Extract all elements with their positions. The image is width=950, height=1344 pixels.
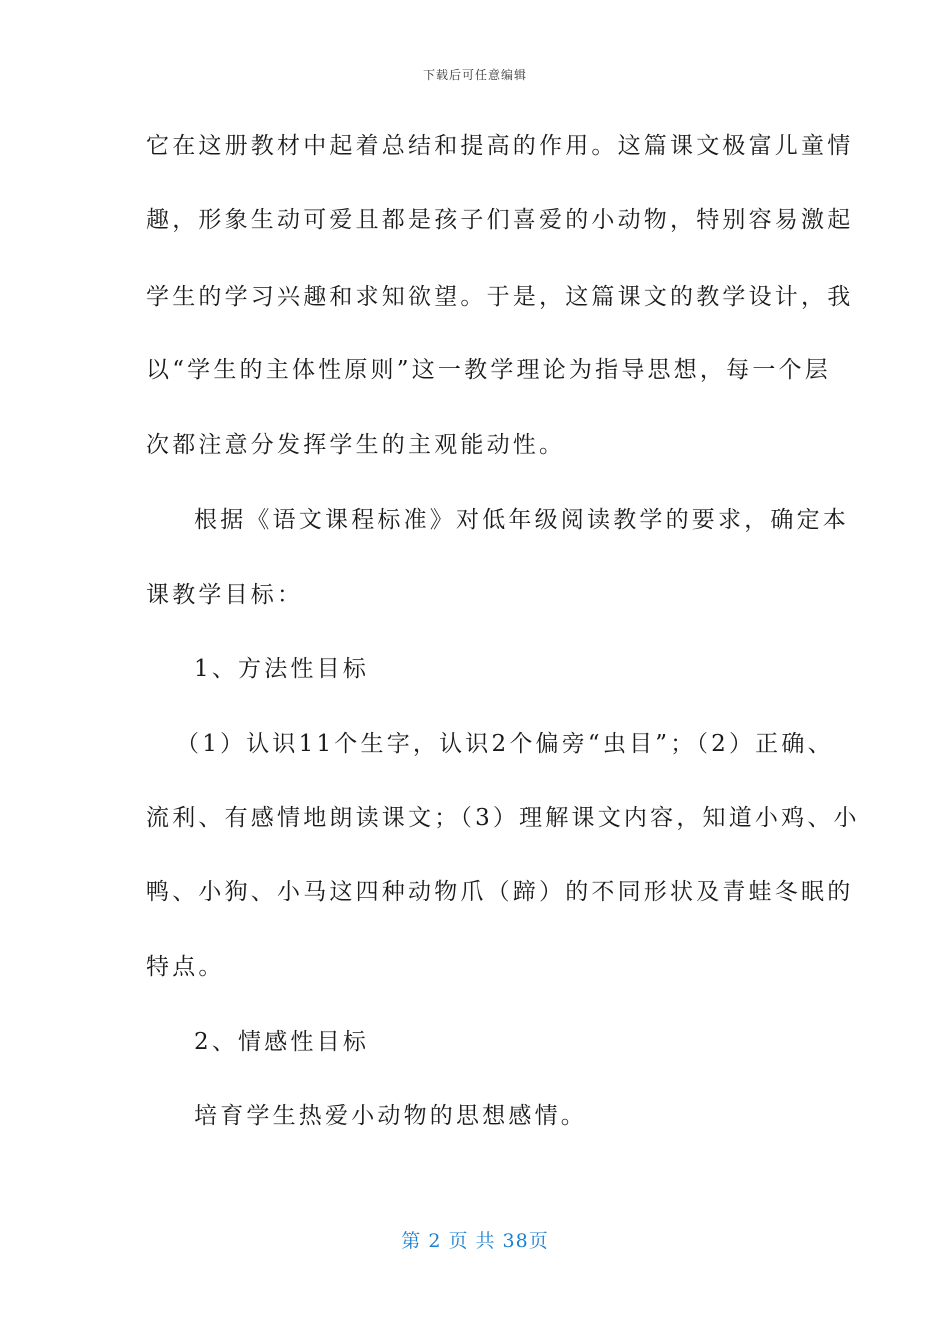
body-text-line: 它在这册教材中起着总结和提高的作用。这篇课文极富儿童情 bbox=[146, 133, 854, 159]
body-text-line: （1）认识11个生字，认识2个偏旁“虫目”；（2）正确、 bbox=[176, 731, 834, 757]
body-text-line: 特点。 bbox=[146, 954, 225, 980]
section-heading: 2、情感性目标 bbox=[194, 1029, 370, 1055]
body-text-line: 次都注意分发挥学生的主观能动性。 bbox=[146, 432, 566, 458]
body-text-line: 课教学目标： bbox=[146, 582, 304, 608]
page-header-note: 下载后可任意编辑 bbox=[422, 68, 527, 82]
body-text-line: 根据《语文课程标准》对低年级阅读教学的要求，确定本 bbox=[194, 507, 849, 533]
body-text-line: 以“学生的主体性原则”这一教学理论为指导思想，每一个层 bbox=[146, 357, 831, 383]
body-text-line: 流利、有感情地朗读课文；（3）理解课文内容，知道小鸡、小 bbox=[146, 805, 860, 831]
section-heading: 1、方法性目标 bbox=[194, 656, 370, 682]
body-text-line: 学生的学习兴趣和求知欲望。于是，这篇课文的教学设计，我 bbox=[146, 284, 854, 310]
body-text-line: 趣，形象生动可爱且都是孩子们喜爱的小动物，特别容易激起 bbox=[146, 207, 854, 233]
body-text-line: 鸭、小狗、小马这四种动物爪（蹄）的不同形状及青蛙冬眠的 bbox=[146, 879, 854, 905]
page-number-footer bbox=[0, 1226, 950, 1253]
body-text-line: 培育学生热爱小动物的思想感情。 bbox=[194, 1103, 587, 1129]
page-number-label: 第 2 页 共 38页 bbox=[401, 1230, 549, 1252]
